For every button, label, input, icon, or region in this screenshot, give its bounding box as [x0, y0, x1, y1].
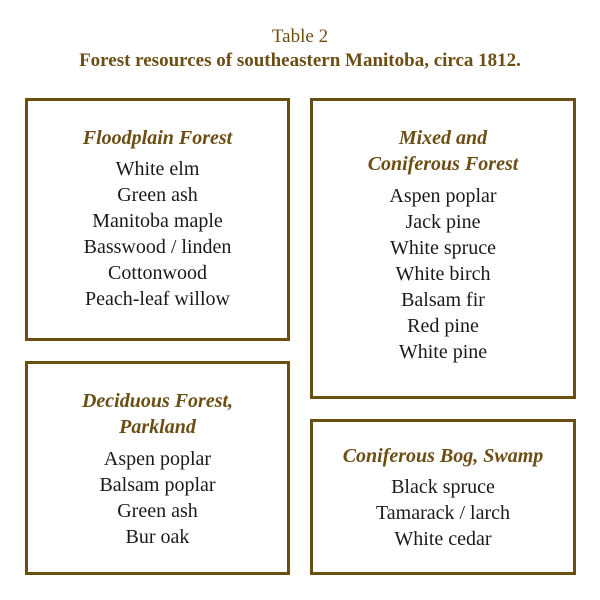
box-heading — [28, 125, 287, 151]
species-item: White cedar — [394, 528, 492, 550]
species-item: Aspen poplar — [103, 448, 212, 470]
species-list — [313, 474, 573, 552]
species-item: Peach-leaf willow — [85, 288, 230, 310]
species-item: Green ash — [117, 500, 198, 522]
box-heading-line: Mixed and — [398, 127, 488, 149]
species-item: Balsam poplar — [99, 474, 216, 496]
box-heading-line: Parkland — [119, 416, 196, 438]
species-list — [313, 183, 573, 365]
species-item: White elm — [115, 158, 200, 180]
box-heading-line: Floodplain Forest — [82, 127, 233, 149]
species-list — [28, 446, 287, 550]
box-heading — [313, 443, 573, 469]
species-item: Bur oak — [125, 526, 190, 548]
species-item: Manitoba maple — [92, 210, 223, 232]
species-item: White pine — [398, 341, 488, 363]
species-item: Balsam fir — [401, 289, 485, 311]
box-heading-line: Deciduous Forest, — [81, 390, 234, 412]
table-title: Forest resources of southeastern Manitoba, circa 1812. — [79, 50, 521, 71]
species-item: Red pine — [407, 315, 479, 337]
species-item: Green ash — [117, 184, 198, 206]
table-label: Table 2 — [271, 26, 329, 47]
coniferous-bog-swamp-box — [310, 419, 576, 575]
box-heading-line: Coniferous Bog, Swamp — [342, 445, 544, 467]
floodplain-forest-box — [25, 98, 290, 341]
species-item: Tamarack / larch — [375, 502, 511, 524]
deciduous-forest-parkland-box — [25, 361, 290, 575]
box-heading-line: Coniferous Forest — [367, 153, 519, 175]
species-item: Aspen poplar — [389, 185, 497, 207]
species-list — [28, 156, 287, 312]
box-heading — [28, 388, 287, 440]
mixed-coniferous-forest-box — [310, 98, 576, 399]
species-item: Black spruce — [391, 476, 495, 498]
species-item: Jack pine — [405, 211, 481, 233]
species-item: White spruce — [389, 237, 497, 259]
species-item: Basswood / linden — [83, 236, 232, 258]
species-item: Cottonwood — [108, 262, 207, 284]
species-item: White birch — [395, 263, 491, 285]
box-heading — [313, 125, 573, 177]
